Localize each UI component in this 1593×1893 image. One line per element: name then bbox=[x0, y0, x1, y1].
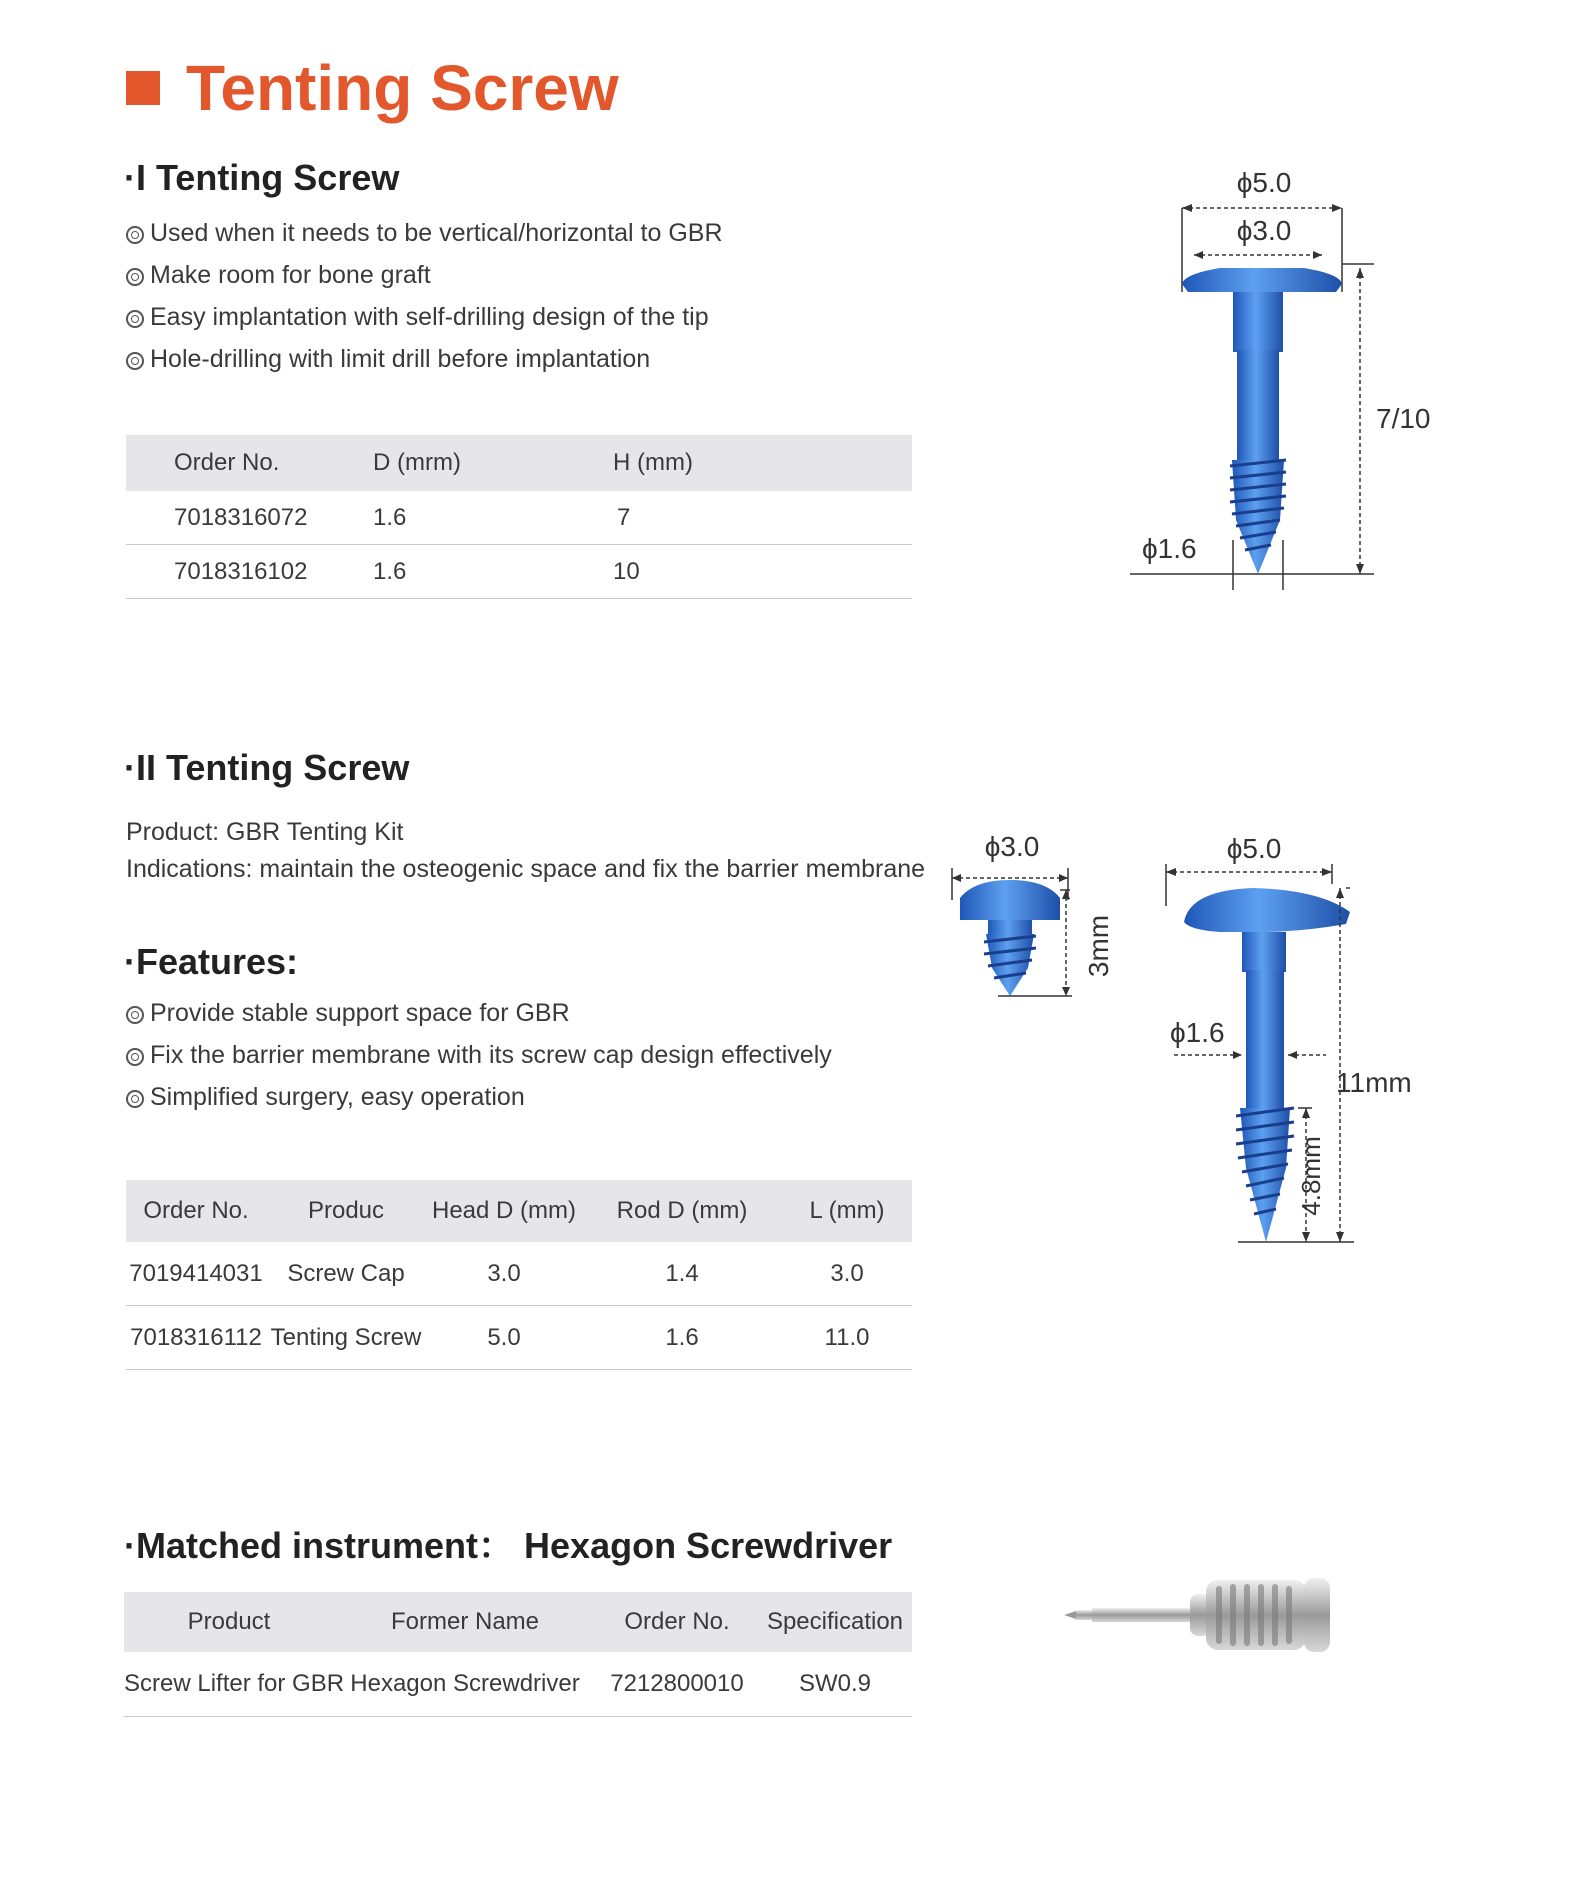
indications-line: Indications: maintain the osteogenic space and fix the barrier membrane bbox=[126, 855, 926, 883]
bullet-circle-icon bbox=[126, 268, 144, 286]
cap-height-label: 3mm bbox=[1083, 914, 1114, 978]
screw-diameter-label: ϕ5.0 bbox=[1226, 833, 1282, 864]
section1-table bbox=[126, 435, 912, 599]
screwdriver-shaft bbox=[1092, 1608, 1190, 1622]
inner-diameter-label: ϕ3.0 bbox=[1236, 215, 1292, 246]
screw-head bbox=[1182, 268, 1342, 292]
section3-table bbox=[124, 1592, 912, 1717]
page-title: Tenting Screw bbox=[186, 52, 619, 124]
table-row bbox=[126, 1306, 912, 1370]
table-row bbox=[126, 1242, 912, 1306]
list-item: Easy implantation with self-drilling design of the tip bbox=[126, 296, 723, 338]
cell-h: 7 bbox=[617, 503, 631, 531]
col-order-no: Order No. bbox=[143, 1197, 249, 1224]
cell-head-d: 5.0 bbox=[487, 1323, 521, 1351]
arrow-icon bbox=[1166, 868, 1176, 876]
table-row bbox=[124, 1652, 912, 1717]
bullet-circle-icon bbox=[126, 1006, 144, 1024]
screw-neck bbox=[1242, 932, 1286, 972]
arrow-icon bbox=[1062, 890, 1070, 899]
thread-length-label: 4.8mm bbox=[1296, 1136, 1326, 1216]
screw-thread bbox=[1230, 460, 1286, 574]
cell-order-no: 7019414031 bbox=[129, 1259, 263, 1287]
hexagon-screwdriver-illustration bbox=[1060, 1560, 1360, 1670]
screw-neck bbox=[1233, 292, 1283, 352]
arrow-icon bbox=[1288, 1051, 1297, 1059]
table-header-row bbox=[126, 435, 912, 491]
bullet-circle-icon bbox=[126, 226, 144, 244]
arrow-icon bbox=[1336, 888, 1344, 898]
table-header-row bbox=[124, 1592, 912, 1652]
list-item: Simplified surgery, easy operation bbox=[126, 1076, 832, 1118]
features-heading: ·Features: bbox=[124, 941, 299, 982]
arrow-icon bbox=[1182, 204, 1192, 212]
arrow-icon bbox=[1233, 1051, 1242, 1059]
screwdriver-tip bbox=[1064, 1611, 1076, 1619]
tenting-screw-1-diagram bbox=[1120, 160, 1460, 600]
height-label: 7/10 bbox=[1376, 403, 1431, 434]
arrow-icon bbox=[1062, 987, 1070, 996]
bullet-circle-icon bbox=[126, 352, 144, 370]
arrow-icon bbox=[1356, 564, 1364, 574]
col-head-d: Head D (mm) bbox=[431, 1197, 576, 1224]
list-item: Used when it needs to be vertical/horizontal to GBR bbox=[126, 212, 723, 254]
cell-order-no: 7018316112 bbox=[130, 1323, 262, 1351]
arrow-icon bbox=[1356, 268, 1364, 278]
table-row bbox=[126, 491, 912, 545]
arrow-icon bbox=[1313, 251, 1322, 259]
title-square-icon bbox=[126, 71, 160, 105]
table-row bbox=[126, 545, 912, 599]
arrow-icon bbox=[1059, 874, 1068, 882]
screwdriver-tip-shaft bbox=[1076, 1610, 1092, 1620]
screw-thread bbox=[1236, 1108, 1294, 1242]
arrow-icon bbox=[1194, 251, 1203, 259]
features-list bbox=[126, 992, 832, 1118]
shaft-diameter-label: ϕ1.6 bbox=[1170, 1017, 1225, 1048]
list-item: Hole-drilling with limit drill before implantation bbox=[126, 338, 723, 380]
arrow-icon bbox=[952, 874, 961, 882]
tenting-screw-2-diagram bbox=[1150, 828, 1430, 1258]
cell-d: 1.6 bbox=[373, 557, 407, 585]
screw-shaft bbox=[1246, 970, 1284, 1110]
col-order-no: Order No. bbox=[174, 449, 280, 476]
cell-order-no: 7212800010 bbox=[610, 1670, 744, 1697]
screw-shaft bbox=[1237, 350, 1279, 460]
col-h: H (mm) bbox=[613, 449, 693, 476]
arrow-icon bbox=[1336, 1232, 1344, 1242]
section2-heading: ·II Tenting Screw bbox=[124, 747, 410, 788]
cell-h: 10 bbox=[613, 557, 640, 585]
length-label: 11mm bbox=[1336, 1067, 1412, 1098]
list-item: Make room for bone graft bbox=[126, 254, 723, 296]
bullet-circle-icon bbox=[126, 1090, 144, 1108]
arrow-icon bbox=[1322, 868, 1332, 876]
cell-product: Screw Cap bbox=[287, 1259, 405, 1287]
cell-product: Tenting Screw bbox=[270, 1323, 422, 1351]
col-product: Produc bbox=[307, 1197, 385, 1224]
cell-d: 1.6 bbox=[373, 503, 407, 531]
col-length: L (mm) bbox=[809, 1197, 885, 1224]
cap-diameter-label: ϕ3.0 bbox=[984, 831, 1040, 862]
product-line: Product: GBR Tenting Kit bbox=[126, 818, 404, 846]
section2-table bbox=[126, 1180, 912, 1370]
arrow-icon bbox=[1332, 204, 1342, 212]
screw-cap-diagram bbox=[940, 828, 1130, 1008]
list-item: Provide stable support space for GBR bbox=[126, 992, 832, 1034]
cell-rod-d: 1.4 bbox=[665, 1259, 699, 1287]
arrow-icon bbox=[1302, 1232, 1310, 1242]
cell-former-name: Hexagon Screwdriver bbox=[350, 1670, 580, 1697]
col-specification: Specification bbox=[766, 1608, 904, 1635]
screw-head bbox=[1184, 888, 1350, 932]
section1-bullets bbox=[126, 212, 723, 380]
cap-thread bbox=[984, 934, 1036, 996]
list-item: Fix the barrier membrane with its screw cap design effectively bbox=[126, 1034, 832, 1076]
cell-rod-d: 1.6 bbox=[665, 1323, 699, 1351]
bullet-circle-icon bbox=[126, 310, 144, 328]
col-former-name: Former Name bbox=[390, 1608, 540, 1635]
outer-diameter-label: ϕ5.0 bbox=[1236, 167, 1292, 198]
shaft-diameter-label: ϕ1.6 bbox=[1142, 533, 1197, 564]
col-rod-d: Rod D (mm) bbox=[616, 1197, 748, 1224]
cell-order-no: 7018316072 bbox=[174, 503, 308, 531]
table-header-row bbox=[126, 1180, 912, 1242]
arrow-icon bbox=[1302, 1108, 1310, 1118]
section3-heading: ·Matched instrument： Hexagon Screwdriver bbox=[124, 1525, 893, 1566]
cell-length: 11.0 bbox=[824, 1323, 870, 1351]
cell-product: Screw Lifter for GBR bbox=[124, 1670, 345, 1697]
col-order-no: Order No. bbox=[624, 1608, 730, 1635]
cell-order-no: 7018316102 bbox=[174, 557, 308, 585]
cap-head bbox=[960, 880, 1060, 920]
cap-neck bbox=[988, 920, 1032, 934]
screwdriver-cap bbox=[1304, 1578, 1330, 1652]
cell-specification: SW0.9 bbox=[798, 1670, 872, 1697]
bullet-circle-icon bbox=[126, 1048, 144, 1066]
cell-length: 3.0 bbox=[830, 1259, 864, 1287]
cell-head-d: 3.0 bbox=[487, 1259, 521, 1287]
section1-heading: ·I Tenting Screw bbox=[124, 157, 400, 198]
col-d: D (mrm) bbox=[373, 449, 461, 476]
col-product: Product bbox=[187, 1608, 271, 1635]
